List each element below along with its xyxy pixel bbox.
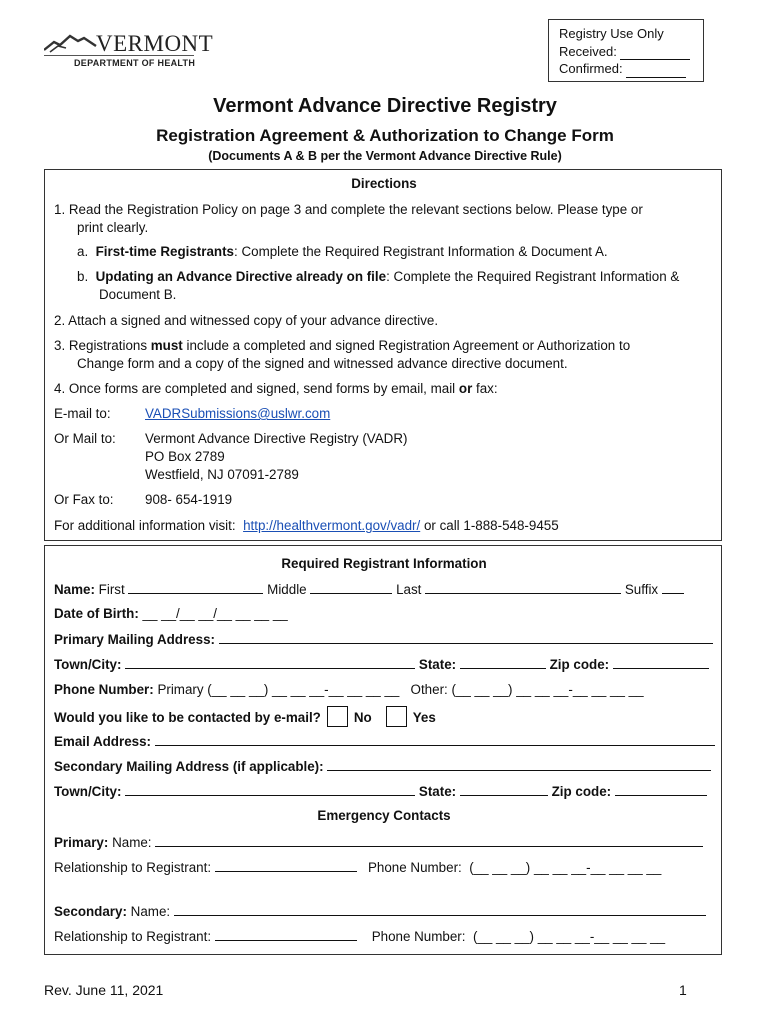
direction-1-cont: print clearly. xyxy=(77,220,149,235)
mail-line-1: Vermont Advance Directive Registry (VADR) xyxy=(145,431,408,446)
primary-contact-row xyxy=(54,834,703,850)
direction-2: 2. Attach a signed and witnessed copy of your advance directive. xyxy=(54,313,439,328)
secondary-contact-label: Secondary: xyxy=(54,904,127,919)
primary-mailing-field[interactable] xyxy=(219,631,713,644)
additional-info-label: For additional information visit: xyxy=(54,518,236,533)
primary-mailing-label: Primary Mailing Address: xyxy=(54,632,215,647)
direction-4 xyxy=(54,381,498,396)
secondary-relationship-field[interactable] xyxy=(215,928,357,941)
registrant-heading: Required Registrant Information xyxy=(281,556,487,571)
zip2-label: Zip code: xyxy=(551,784,612,799)
no-checkbox[interactable] xyxy=(327,706,348,727)
mountain-icon xyxy=(44,32,104,54)
secondary-mailing-label: Secondary Mailing Address (if applicable): xyxy=(54,759,324,774)
direction-1b: b. Updating an Advance Directive already on file: Complete the Required Registrant Information & xyxy=(77,269,680,284)
secondary-mailing-field[interactable] xyxy=(327,758,711,771)
received-label: Received: xyxy=(559,43,617,59)
direction-4-post: fax: xyxy=(472,381,498,396)
primary-relationship-field[interactable] xyxy=(215,859,357,872)
yes-checkbox[interactable] xyxy=(386,706,407,727)
page-number: 1 xyxy=(679,982,687,998)
phone-label: Phone Number: xyxy=(54,682,154,697)
zip2-field[interactable] xyxy=(615,783,707,796)
direction-1: 1. Read the Registration Policy on page 3 and complete the relevant sections below. Please type or xyxy=(54,202,643,217)
direction-1a: a. First-time Registrants: Complete the Required Registrant Information & Document A. xyxy=(77,244,608,259)
suffix-label: Suffix xyxy=(624,582,659,597)
direction-1b-cont: Document B. xyxy=(99,287,177,302)
form-subtitle: Registration Agreement & Authorization to Change Form xyxy=(156,126,614,145)
middle-name-field[interactable] xyxy=(310,581,392,594)
secondary-phone-label: Phone Number: xyxy=(371,929,466,944)
dob-field[interactable]: __ __/__ __/__ __ __ __ xyxy=(142,606,288,621)
registrant-info-box xyxy=(44,545,722,955)
updating-text: : Complete the Required Registrant Information & xyxy=(386,269,680,284)
name-row xyxy=(54,581,684,597)
primary-relationship-label: Relationship to Registrant: xyxy=(54,860,212,875)
mail-line-2: PO Box 2789 xyxy=(145,449,225,464)
town2-label: Town/City: xyxy=(54,784,122,799)
phone-info: or call 1-888-548-9455 xyxy=(420,518,559,533)
updating-label: Updating an Advance Directive already on file xyxy=(95,269,387,284)
no-label: No xyxy=(353,710,372,725)
dob-row xyxy=(54,606,288,621)
registry-use-box xyxy=(548,19,704,82)
town-field[interactable] xyxy=(125,656,415,669)
zip-field[interactable] xyxy=(613,656,709,669)
dob-label: Date of Birth: xyxy=(54,606,139,621)
direction-3-pre: 3. Registrations xyxy=(54,338,151,353)
first-time-text: : Complete the Required Registrant Information & Document A. xyxy=(234,244,608,259)
fax-number: 908- 654-1919 xyxy=(145,492,233,507)
town-row xyxy=(54,656,709,672)
primary-phone-field[interactable]: Primary (__ __ __) __ __ __-__ __ __ __ xyxy=(157,682,400,697)
logo-wordmark: VERMONT xyxy=(96,31,214,56)
direction-3-must: must xyxy=(150,338,183,353)
confirmed-line xyxy=(626,77,686,78)
registry-use-label: Registry Use Only xyxy=(559,26,664,41)
town2-field[interactable] xyxy=(125,783,415,796)
secondary-relationship-row xyxy=(54,928,665,944)
last-name-label: Last xyxy=(396,582,422,597)
suffix-field[interactable] xyxy=(662,581,684,594)
mail-line-3: Westfield, NJ 07091-2789 xyxy=(145,467,299,482)
middle-name-label: Middle xyxy=(267,582,307,597)
other-phone-field[interactable]: Other: (__ __ __) __ __ __-__ __ __ __ xyxy=(410,682,644,697)
state-label: State: xyxy=(418,657,457,672)
yes-label: Yes xyxy=(412,710,436,725)
confirmed-row xyxy=(559,60,703,78)
directions-heading: Directions xyxy=(351,176,417,191)
primary-name-label: Name: xyxy=(112,835,152,850)
secondary-relationship-label: Relationship to Registrant: xyxy=(54,929,212,944)
page-title: Vermont Advance Directive Registry xyxy=(213,95,557,117)
first-name-label: First xyxy=(98,582,125,597)
primary-contact-phone-field[interactable]: (__ __ __) __ __ __-__ __ __ __ xyxy=(469,860,662,875)
mail-label: Or Mail to: xyxy=(54,431,116,446)
primary-mailing-row xyxy=(54,631,713,647)
form-subtitle-note: (Documents A & B per the Vermont Advance Directive Rule) xyxy=(208,149,562,163)
email-label: E-mail to: xyxy=(54,406,111,421)
email-contact-row xyxy=(54,706,436,727)
direction-4-or: or xyxy=(458,381,473,396)
direction-4-pre: 4. Once forms are completed and signed, send forms by email, mail xyxy=(54,381,459,396)
town2-row xyxy=(54,783,707,799)
directions-box xyxy=(44,169,722,541)
email-address-label: Email Address: xyxy=(54,734,151,749)
fax-label: Or Fax to: xyxy=(54,492,114,507)
additional-info xyxy=(54,518,559,533)
secondary-name-label: Name: xyxy=(130,904,171,919)
emergency-heading: Emergency Contacts xyxy=(317,808,451,823)
confirmed-label: Confirmed: xyxy=(559,61,623,76)
logo-divider xyxy=(44,55,194,56)
vermont-health-logo xyxy=(44,28,214,74)
direction-3 xyxy=(54,338,630,353)
first-time-label: First-time Registrants xyxy=(95,244,235,259)
email-address-row xyxy=(54,733,715,749)
received-row xyxy=(559,43,703,61)
secondary-mailing-row xyxy=(54,758,711,774)
email-link[interactable]: VADRSubmissions@uslwr.com xyxy=(145,406,331,421)
secondary-contact-row xyxy=(54,903,706,919)
state2-label: State: xyxy=(418,784,457,799)
primary-phone-label: Phone Number: xyxy=(367,860,462,875)
primary-relationship-row xyxy=(54,859,661,875)
zip-label: Zip code: xyxy=(549,657,610,672)
phone-row xyxy=(54,682,644,697)
secondary-contact-phone-field[interactable]: (__ __ __) __ __ __-__ __ __ __ xyxy=(472,929,666,944)
direction-3-post: include a completed and signed Registration Agreement or Authorization to xyxy=(182,338,631,353)
name-label: Name: xyxy=(54,582,95,597)
vadr-website-link[interactable]: http://healthvermont.gov/vadr/ xyxy=(243,518,421,533)
email-contact-question: Would you like to be contacted by e-mail? xyxy=(54,710,321,725)
state-field[interactable] xyxy=(460,656,546,669)
primary-contact-label: Primary: xyxy=(54,835,109,850)
revision-date: Rev. June 11, 2021 xyxy=(44,982,164,998)
logo-department: DEPARTMENT OF HEALTH xyxy=(74,58,196,68)
primary-name-field[interactable] xyxy=(155,834,703,847)
town-label: Town/City: xyxy=(54,657,122,672)
direction-3-cont: Change form and a copy of the signed and witnessed advance directive document. xyxy=(77,356,568,371)
secondary-name-field[interactable] xyxy=(174,903,706,916)
last-name-field[interactable] xyxy=(425,581,621,594)
email-address-field[interactable] xyxy=(155,733,715,746)
first-name-field[interactable] xyxy=(128,581,263,594)
state2-field[interactable] xyxy=(460,783,548,796)
